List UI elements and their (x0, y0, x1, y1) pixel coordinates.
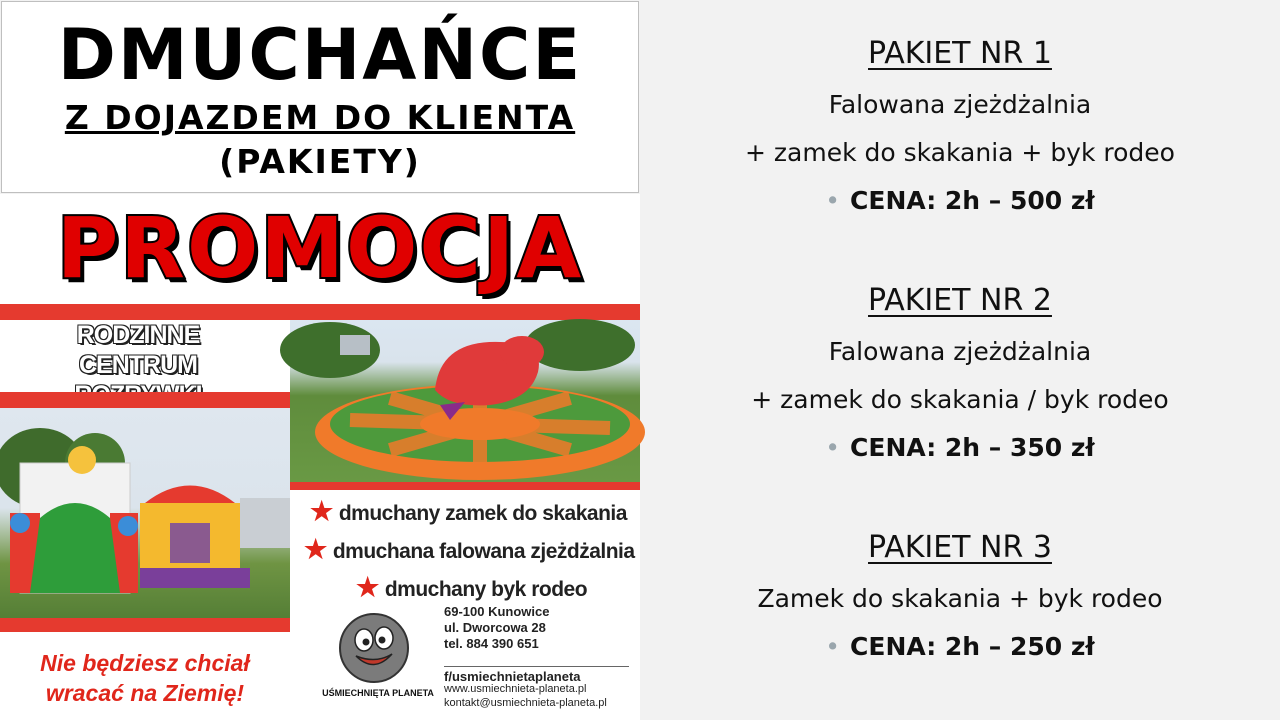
slogan-line2: wracać na Ziemię! (45, 680, 245, 706)
address-line: tel. 884 390 651 (444, 636, 539, 651)
photo-rodeo-bull (290, 320, 640, 488)
title-box (1, 1, 639, 193)
package-3-title: PAKIET NR 3 (868, 530, 1052, 565)
bounce-castle-illustration (0, 408, 290, 630)
flyer-red-bar (0, 392, 290, 408)
feature-label: dmuchana falowana zjeżdżalnia (332, 540, 635, 563)
slogan-line1: Nie będziesz chciał (40, 650, 250, 676)
star-icon: ★ (304, 534, 327, 564)
main-title: DMUCHAŃCE (57, 14, 583, 96)
flyer-red-strip (0, 304, 640, 320)
package-2-line1: Falowana zjeżdżalnia (828, 337, 1092, 366)
flyer-red-bar-right (290, 482, 640, 490)
package-1-title: PAKIET NR 1 (868, 36, 1052, 71)
flyer-red-bar-bottom (0, 618, 290, 632)
address-line: ul. Dworcowa 28 (444, 620, 546, 635)
feature-item (304, 534, 635, 565)
centrum-line2: CENTRUM (79, 351, 197, 379)
slogan (10, 648, 280, 708)
feature-label: dmuchany byk rodeo (384, 578, 588, 601)
packages-panel (640, 0, 1280, 720)
package-3-price (640, 632, 1280, 661)
promo-band (0, 194, 640, 304)
website-url: www.usmiechnieta-planeta.pl (444, 683, 587, 695)
subtitle-packages: (PAKIETY) (219, 142, 421, 181)
address-block (444, 604, 550, 652)
package-1-line2: + zamek do skakania + byk rodeo (745, 138, 1175, 167)
package-1-price (640, 186, 1280, 215)
package-2-title: PAKIET NR 2 (868, 283, 1052, 318)
photo-bounce-castle (0, 408, 290, 630)
package-3-line1: Zamek do skakania + byk rodeo (757, 584, 1163, 613)
feature-item (356, 572, 587, 603)
centrum-line1: RODZINNE (76, 321, 200, 349)
price-label: CENA: 2h – 250 zł (850, 632, 1095, 661)
package-2-line2: + zamek do skakania / byk rodeo (751, 385, 1169, 414)
web-contact (444, 682, 607, 710)
package-2-price (640, 433, 1280, 462)
facebook-link: f/usmiechnietaplaneta (444, 666, 629, 684)
package-1-line1: Falowana zjeżdżalnia (828, 90, 1092, 119)
star-icon: ★ (310, 496, 333, 526)
feature-item (310, 496, 627, 527)
bullet-icon: • (825, 632, 841, 661)
bullet-icon: • (825, 433, 841, 462)
price-label: CENA: 2h – 350 zł (850, 433, 1095, 462)
planet-logo-icon (322, 604, 434, 700)
flyer-image (0, 304, 640, 720)
bullet-icon: • (825, 186, 841, 215)
logo-text: UŚMIECHNIĘTA PLANETA (322, 688, 434, 698)
promo-heading: PROMOCJA (56, 199, 584, 297)
star-icon: ★ (356, 572, 379, 602)
price-label: CENA: 2h – 500 zł (850, 186, 1095, 215)
rodeo-bull-illustration (290, 320, 640, 488)
subtitle: Z DOJAZDEM DO KLIENTA (64, 98, 576, 137)
contact-email: kontakt@usmiechnieta-planeta.pl (444, 697, 607, 709)
feature-label: dmuchany zamek do skakania (338, 502, 627, 525)
address-line: 69-100 Kunowice (444, 604, 550, 619)
